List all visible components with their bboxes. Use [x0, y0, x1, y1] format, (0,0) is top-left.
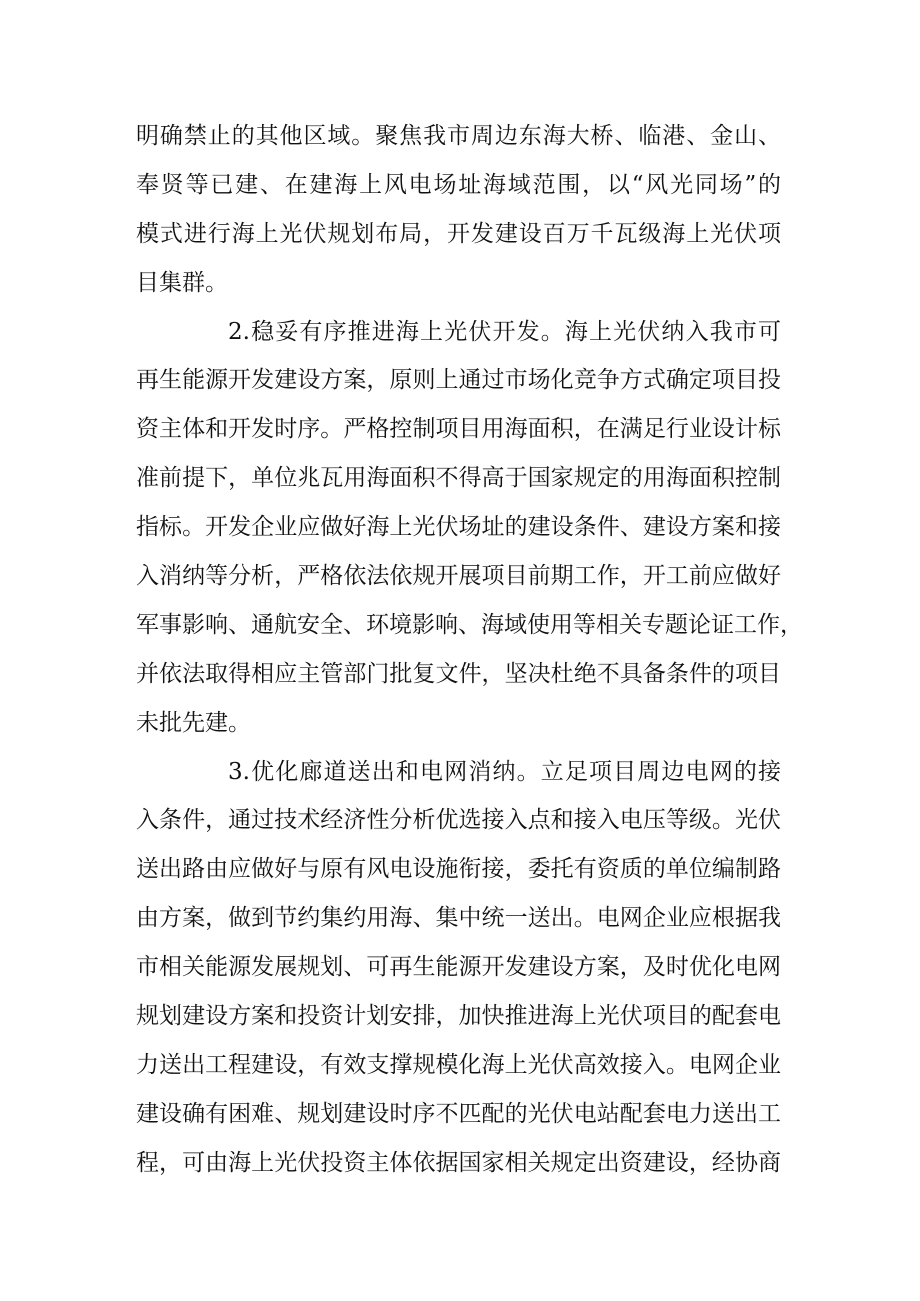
- document-body: [136, 112, 803, 1188]
- text-line: 由方案，做到节约集约用海、集中统一送出。电网企业应根据我: [136, 905, 781, 932]
- text-line: 入条件，通过技术经济性分析优选接入点和接入电压等级。光伏: [136, 807, 781, 834]
- text-line: 送出路由应做好与原有风电设施衔接，委托有资质的单位编制路: [136, 856, 781, 883]
- text-line: 奉贤等已建、在建海上风电场址海域范围，以“风光同场”的: [136, 171, 781, 198]
- text-line: 并依法取得相应主管部门批复文件，坚决杜绝不具备条件的项目: [136, 660, 781, 687]
- text-line: 指标。开发企业应做好海上光伏场址的建设条件、建设方案和接: [136, 514, 781, 541]
- text-line: 未批先建。: [136, 709, 251, 736]
- text-line: 规划建设方案和投资计划安排，加快推进海上光伏项目的配套电: [136, 1003, 781, 1030]
- text-line: 力送出工程建设，有效支撑规模化海上光伏高效接入。电网企业: [136, 1051, 781, 1078]
- text-line: 准前提下，单位兆瓦用海面积不得高于国家规定的用海面积控制: [136, 465, 781, 492]
- text-line: 建设确有困难、规划建设时序不匹配的光伏电站配套电力送出工: [136, 1100, 781, 1127]
- text-line: 军事影响、通航安全、环境影响、海域使用等相关专题论证工作，: [136, 611, 803, 638]
- text-line: 程，可由海上光伏投资主体依据国家相关规定出资建设，经协商: [136, 1149, 781, 1176]
- text-line: 模式进行海上光伏规划布局，开发建设百万千瓦级海上光伏项: [136, 220, 781, 247]
- section-heading-line: 2.稳妥有序推进海上光伏开发。海上光伏纳入我市可: [228, 318, 781, 345]
- text-line: 入消纳等分析，严格依法依规开展项目前期工作，开工前应做好: [136, 563, 781, 590]
- text-line: 资主体和开发时序。严格控制项目用海面积，在满足行业设计标: [136, 416, 781, 443]
- text-line: 再生能源开发建设方案，原则上通过市场化竞争方式确定项目投: [136, 367, 781, 394]
- section-heading-line: 3.优化廊道送出和电网消纳。立足项目周边电网的接: [228, 758, 781, 785]
- text-line: 市相关能源发展规划、可再生能源开发建设方案，及时优化电网: [136, 954, 781, 981]
- text-line: 明确禁止的其他区域。聚焦我市周边东海大桥、临港、金山、: [136, 123, 781, 149]
- text-line: 目集群。: [136, 269, 228, 296]
